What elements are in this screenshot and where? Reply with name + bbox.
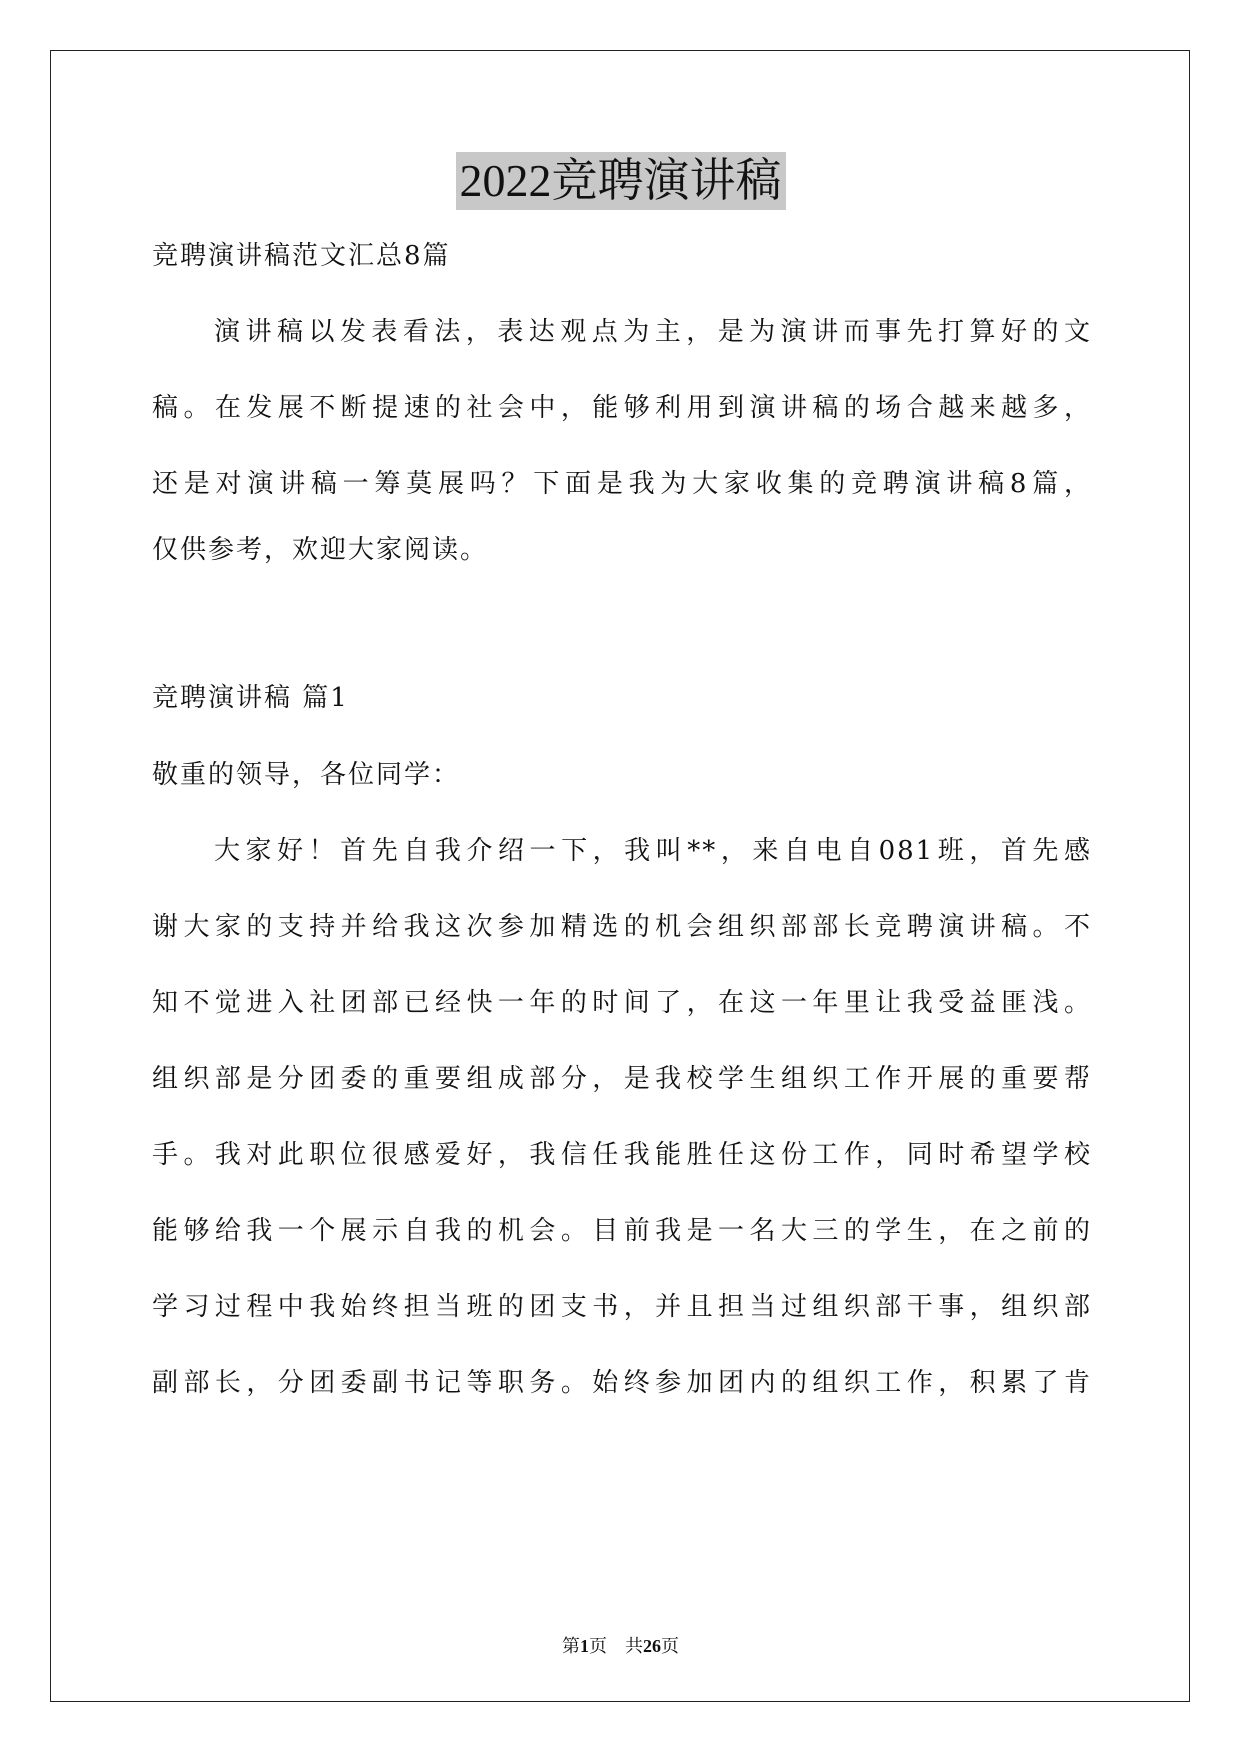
intro-line: 仅供参考，欢迎大家阅读。 <box>152 535 489 565</box>
intro-line: 演讲稿以发表看法，表达观点为主，是为演讲而事先打算好的文 <box>214 317 1092 347</box>
section-heading: 竞聘演讲稿 篇1 <box>152 683 349 713</box>
title-container <box>0 152 1241 210</box>
footer-prefix: 第 <box>562 1636 580 1656</box>
body-line: 谢大家的支持并给我这次参加精选的机会组织部部长竞聘演讲稿。不 <box>152 912 1092 942</box>
page-footer <box>0 1634 1241 1658</box>
document-title: 2022竞聘演讲稿 <box>456 152 786 210</box>
body-line: 学习过程中我始终担当班的团支书，并且担当过组织部干事，组织部 <box>152 1292 1092 1322</box>
body-line: 能够给我一个展示自我的机会。目前我是一名大三的学生，在之前的 <box>152 1216 1092 1246</box>
body-line: 知不觉进入社团部已经快一年的时间了，在这一年里让我受益匪浅。 <box>152 988 1092 1018</box>
footer-mid: 页 共 <box>589 1636 643 1656</box>
body-line: 组织部是分团委的重要组成部分，是我校学生组织工作开展的重要帮 <box>152 1064 1092 1094</box>
total-page-count: 26 <box>643 1636 661 1656</box>
document-subtitle: 竞聘演讲稿范文汇总8篇 <box>152 241 451 271</box>
page-border <box>50 50 1190 1702</box>
salutation: 敬重的领导，各位同学： <box>152 760 461 790</box>
footer-suffix: 页 <box>661 1636 679 1656</box>
body-line: 手。我对此职位很感爱好，我信任我能胜任这份工作，同时希望学校 <box>152 1140 1092 1170</box>
body-line: 大家好！首先自我介绍一下，我叫**，来自电自081班，首先感 <box>214 836 1092 866</box>
body-line: 副部长，分团委副书记等职务。始终参加团内的组织工作，积累了肯 <box>152 1368 1092 1398</box>
intro-line: 还是对演讲稿一筹莫展吗？下面是我为大家收集的竞聘演讲稿8篇， <box>152 469 1092 499</box>
current-page-number: 1 <box>580 1636 589 1656</box>
intro-line: 稿。在发展不断提速的社会中，能够利用到演讲稿的场合越来越多， <box>152 393 1092 423</box>
